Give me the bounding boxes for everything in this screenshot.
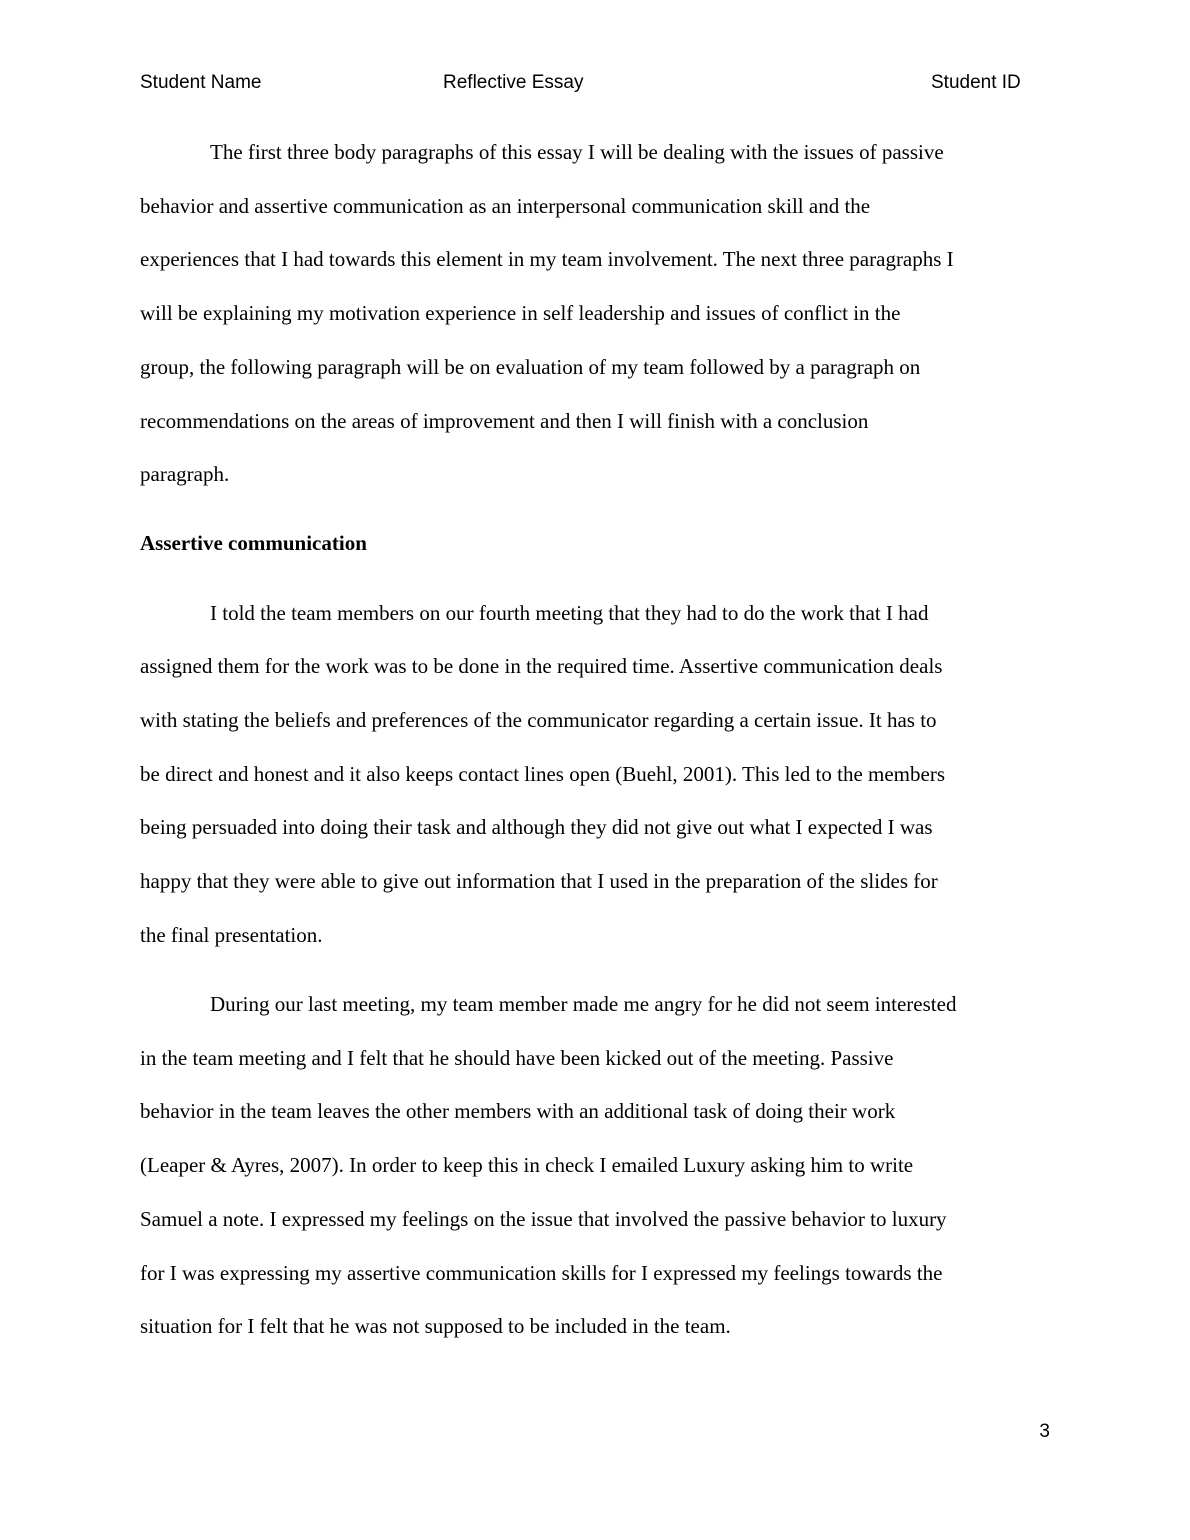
text-line: During our last meeting, my team member made me angry for he did not seem interested: [210, 992, 957, 1017]
text-line: Samuel a note. I expressed my feelings on the issue that involved the passive behavior to luxury: [140, 1206, 947, 1231]
text-line: (Leaper & Ayres, 2007). In order to keep this in check I emailed Luxury asking him to write: [140, 1153, 914, 1178]
text-line: be direct and honest and it also keeps contact lines open (Buehl, 2001). This led to the members: [140, 761, 945, 786]
text-line: experiences that I had towards this element in my team involvement. The next three paragraphs I: [140, 247, 954, 272]
intro-paragraph: [140, 126, 1050, 502]
passive-paragraph: [140, 978, 1050, 1354]
text-line: with stating the beliefs and preferences of the communicator regarding a certain issue. It has to: [140, 708, 937, 733]
text-line: assigned them for the work was to be done in the required time. Assertive communication deals: [140, 654, 943, 679]
text-line: will be explaining my motivation experience in self leadership and issues of conflict in the: [140, 301, 901, 326]
page-header: [0, 70, 1190, 96]
text-line: behavior in the team leaves the other members with an additional task of doing their work: [140, 1099, 896, 1124]
text-line: situation for I felt that he was not supposed to be included in the team.: [140, 1314, 731, 1339]
text-line: paragraph.: [140, 462, 230, 487]
text-line: for I was expressing my assertive communication skills for I expressed my feelings towards the: [140, 1260, 943, 1285]
text-line: group, the following paragraph will be on evaluation of my team followed by a paragraph on: [140, 354, 921, 379]
text-line: recommendations on the areas of improvement and then I will finish with a conclusion: [140, 408, 869, 433]
page-number: 3: [1039, 1421, 1050, 1442]
text-line: in the team meeting and I felt that he should have been kicked out of the meeting. Passive: [140, 1045, 894, 1070]
text-line: being persuaded into doing their task and although they did not give out what I expected I was: [140, 815, 933, 840]
text-line: I told the team members on our fourth meeting that they had to do the work that I had: [210, 600, 929, 625]
essay-body: [140, 126, 1050, 1354]
text-line: the final presentation.: [140, 922, 323, 947]
text-line: happy that they were able to give out information that I used in the preparation of the slides for: [140, 869, 938, 894]
text-line: The first three body paragraphs of this essay I will be dealing with the issues of passive: [210, 140, 944, 164]
header-student-name: Student Name: [140, 72, 262, 93]
section-heading: Assertive communication: [140, 531, 367, 556]
assertive-paragraph: [140, 587, 1050, 963]
header-student-id: Student ID: [931, 72, 1021, 93]
text-line: behavior and assertive communication as an interpersonal communication skill and the: [140, 193, 871, 218]
header-essay-title: Reflective Essay: [443, 72, 584, 93]
